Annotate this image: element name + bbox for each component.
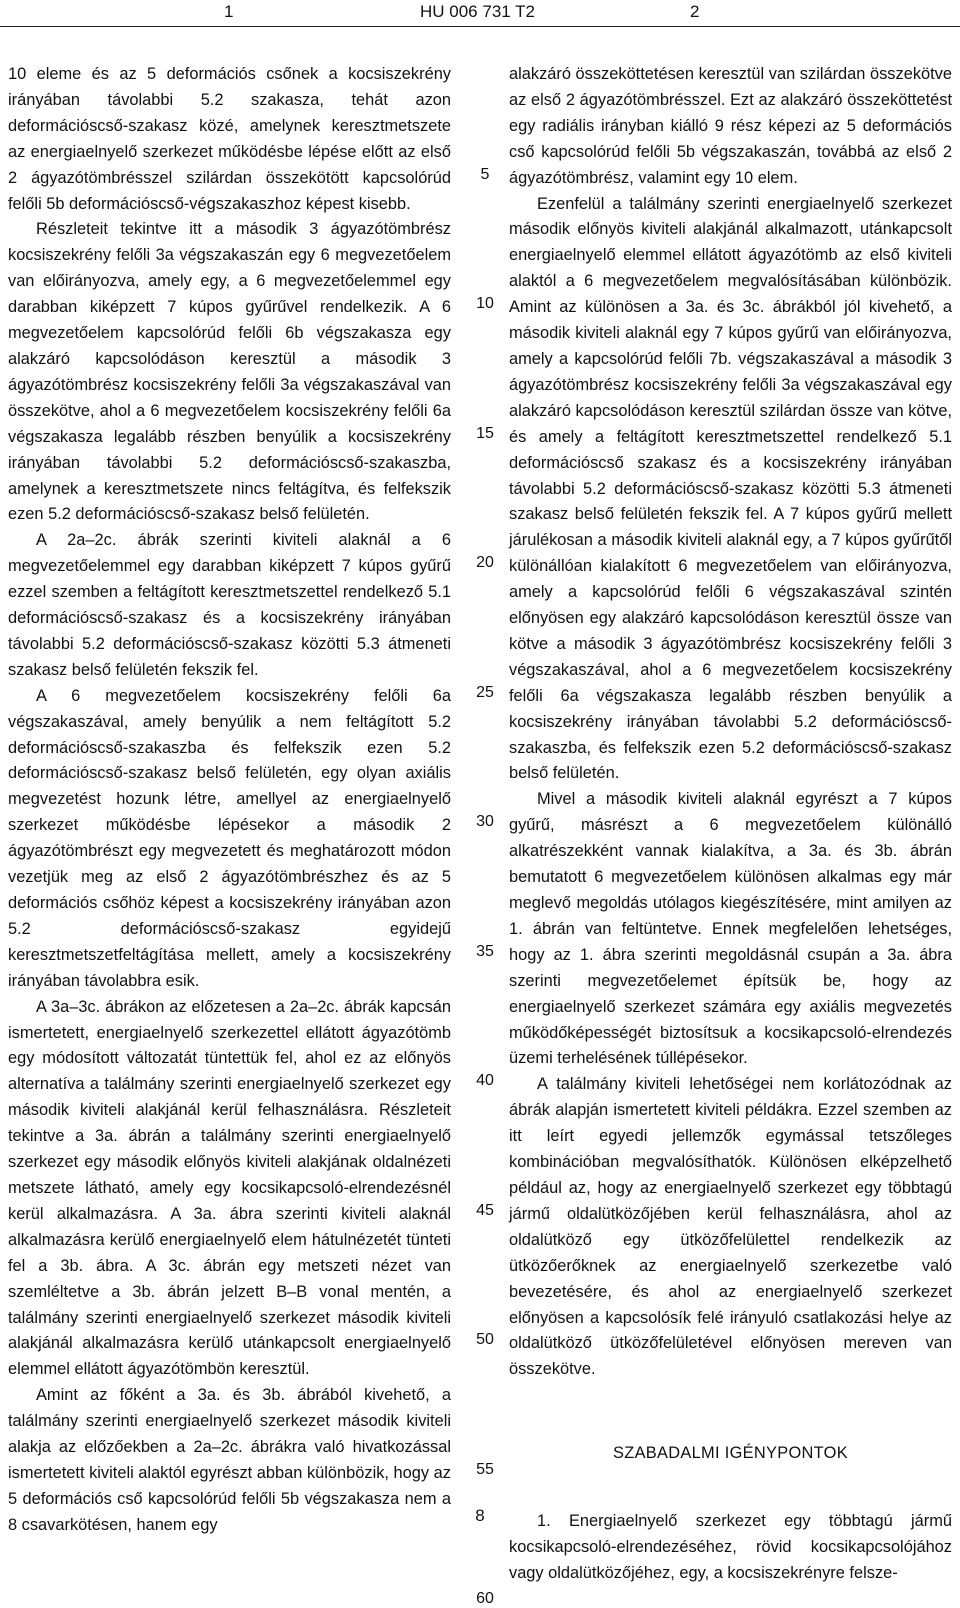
paragraph: alakzáró összeköttetésen keresztül van szilárdan összekötve az első 2 ágyazótömbrésszel. Ezt az alakzáró összeköttetést egy radiális irányban kiálló 9 rész képezi az 5 deformációs cső kapcsolórúd felőli 5b végszakaszán, továbbá az első 2 ágyazótömbrész, valamint egy 10 elem. xyxy=(509,65,952,187)
line-number: 45 xyxy=(476,1201,494,1219)
header-right-page-number: 2 xyxy=(690,2,700,21)
right-column xyxy=(509,62,952,1587)
line-number: 10 xyxy=(476,295,494,313)
left-column xyxy=(8,62,451,1539)
paragraph: 1. Energiaelnyelő szerkezet egy többtagú jármű kocsikapcsoló-elrendezéséhez, rövid kocsikapcsolójához vagy oldalütközőjéhez, egy, a kocsiszekrényre felsze- xyxy=(509,1512,952,1582)
line-number: 30 xyxy=(476,813,494,831)
paragraph: Amint az főként a 3a. és 3b. ábrából kivehető, a találmány szerinti energiaelnyelő szerkezet második kiviteli alakja az előzőekben a 2a–2c. ábrákra való hivatkozással ismertetett kiviteli alaktól egyrészt abban különbözik, hogy az 5 deformációs cső kapcsolórúd felőli 5b végszakasza nem a 8 csavarkötésen, hanem egy xyxy=(8,1386,451,1534)
line-number: 60 xyxy=(476,1590,494,1608)
line-number: 5 xyxy=(480,165,490,183)
paragraph: A találmány kiviteli lehetőségei nem korlátozódnak az ábrák alapján ismertetett kiviteli példákra. Ezzel szemben az itt leírt egyedi jellemzők egymással tetszőleges kombinációban megvalósíthatók. Különösen elképzelhető például az, hogy az energiaelnyelő szerkezet egy többtagú jármű oldalütközőjében kerül felhasználásra, ahol az oldalütköző egy ütközőfelülettel rendelkezik az ütközőerőknek az energiaelnyelő szerkezetbe való bevezetésére, és ahol az energiaelnyelő szerkezet előnyösen a kapcsolósík felé irányuló csatlakozási helye az oldalütköző ütközőfelületével előnyösen mereven van összekötve. xyxy=(509,1075,952,1379)
page-number: 8 xyxy=(475,1506,485,1525)
paragraph: Részleteit tekintve itt a második 3 ágyazótömbrész kocsiszekrény felőli 3a végszakaszán egy 6 megvezetőelem van előirányozva, amely egy, a 6 megvezetőelemmel egy darabban kiképzett 7 kúpos gyűrűvel rendelkezik. A 6 megvezetőelem kapcsolórúd felőli 6b végszakasza egy alakzáró kapcsolódáson keresztül a második 3 ágyazótömbrész kocsiszekrény felőli 3a végszakaszával van összekötve, ahol a 6 megvezetőelem kocsiszekrény felőli 6a végszakasza legalább részben benyúlik a kocsiszekrény irányában távolabbi 5.2 deformációscső-szakaszba, amelynek a keresztmetszete nincs feltágítva, és felfekszik ezen 5.2 deformációscső-szakasz belső felületén. xyxy=(8,220,451,524)
paragraph: Mivel a második kiviteli alaknál egyrészt a 7 kúpos gyűrű, másrészt a 6 megvezetőelem különálló alkatrészekként vannak kialakítva, a 3a. és 3b. ábrán bemutatott 6 megvezetőelem különösen alkalmas egy már meglevő megoldás utólagos kiegészítésére, mint amilyen az 1. ábrán van feltüntetve. Ennek megfelelően lehetséges, hogy az 1. ábra szerinti megoldásnál csupán a 3a. ábra szerinti megvezetőelemet építsük be, hogy az energiaelnyelő szerkezet számára egy axiális megvezetés működőképességét biztosítsuk a kocsikapcsoló-elrendezés üzemi terhelésének túllépésekor. xyxy=(509,790,952,1068)
paragraph: A 6 megvezetőelem kocsiszekrény felőli 6a végszakaszával, amely benyúlik a nem feltágított 5.2 deformációscső-szakaszba és felfekszik ezen 5.2 deformációscső-szakasz belső felületén, egy olyan axiális megvezetést hozunk létre, amellyel az energiaelnyelő szerkezet működésbe lépésekor a második 2 ágyazótömbrészt egy megvezetett és meghatározott módon vezetjük meg az első 2 ágyazótömbrészhez és az 5 deformációs csőhöz képest a kocsiszekrény irányában azon 5.2 deformációscső-szakasz egyidejű keresztmetszetfeltágítása mellett, amely a kocsiszekrény irányában távolabbra esik. xyxy=(8,686,451,990)
line-number: 50 xyxy=(476,1331,494,1349)
paragraph: Ezenfelül a találmány szerinti energiaelnyelő szerkezet második előnyös kiviteli alakjánál alkalmazott, utánkapcsolt energiaelnyelő elemmel ellátott ágyazótömb az első kiviteli alaktól a 6 megvezetőelem megvalósításában különbözik. Amint az különösen a 3a. és 3c. ábrákból jól kivehető, a második kiviteli alaknál egy 7 kúpos gyűrű van előirányozva, amely a kapcsolórúd felőli 7b. végszakaszával a második 3 ágyazótömbrész kocsiszekrény felőli 3a végszakaszával egy alakzáró kapcsolódáson keresztül szilárdan össze van kötve, és amely a feltágított keresztmetszettel rendelkező 5.1 deformációscső szakasz és a kocsiszekrény irányában távolabbi 5.2 deformációscső-szakasz közötti 5.3 átmeneti szakasz belső felületén fekszik fel. A 7 kúpos gyűrű mellett járulékosan a második kiviteli alaknál egy, a 7 kúpos gyűrűtől különállóan kialakított 6 megvezetőelem van előirányozva, amely a kapcsolórúd felőli 6 végszakaszával szintén előnyösen egy alakzáró kapcsolódáson keresztül össze van kötve a második 3 ágyazótömbrész kocsiszekrény felőli 3 végszakaszával, ahol a 6 megvezetőelem kocsiszekrény felőli 6a végszakasza legalább részben benyúlik a kocsiszekrény irányában távolabbi 5.2 deformációscső-szakaszba, és felfekszik ezen 5.2 deformációscső-szakasz belső felületén. xyxy=(509,194,952,783)
paragraph: A 2a–2c. ábrák szerinti kiviteli alaknál a 6 megvezetőelemmel egy darabban kiképzett 7 kúpos gyűrű ezzel szemben a feltágított keresztmetszettel rendelkező 5.1 deformációscső-szakasz és a kocsiszekrény irányában távolabbi 5.2 deformációscső-szakasz közötti 5.3 átmeneti szakasz belső felületén fekszik fel. xyxy=(8,531,451,679)
line-number: 55 xyxy=(476,1460,494,1478)
header-rule xyxy=(0,26,960,27)
header-doc-number: HU 006 731 T2 xyxy=(420,2,535,21)
line-number: 40 xyxy=(476,1072,494,1090)
line-number: 35 xyxy=(476,942,494,960)
claims-heading: SZABADALMI IGÉNYPONTOK xyxy=(613,1444,848,1463)
paragraph: 10 eleme és az 5 deformációs csőnek a kocsiszekrény irányában távolabbi 5.2 szakasza, tehát azon deformációscső-szakasz közé, amelynek keresztmetszete az energiaelnyelő szerkezet működésbe lépése előtt az első 2 ágyazótömbrésszel szilárdan összekötött kapcsolórúd felőli 5b deformációscső-végszakaszhoz képest kisebb. xyxy=(8,65,451,213)
line-number: 25 xyxy=(476,683,494,701)
paragraph: A 3a–3c. ábrákon az előzetesen a 2a–2c. ábrák kapcsán ismertetett, energiaelnyelő szerkezettel ellátott ágyazótömb egy módosított változatát tüntettük fel, ahol ez az előnyös alternatíva a találmány szerinti energiaelnyelő szerkezet egy második kiviteli alakjánál kerül felhasználásra. Részleteit tekintve a 3a. ábrán a találmány szerinti energiaelnyelő szerkezet egy második előnyös kiviteli alakjának oldalnézeti metszete látható, amely egy kocsikapcsoló-elrendezésnél kerül alkalmazásra. A 3a. ábra szerinti kiviteli alaknál alkalmazásra kerülő energiaelnyelő elem hátulnézetét tünteti fel a 3b. ábra. A 3c. ábrán egy metszeti nézet van szemléltetve a 3b. ábrán jelzett B–B vonal mentén, a találmány szerinti energiaelnyelő szerkezet második kiviteli alakjánál alkalmazásra kerülő utánkapcsolt energiaelnyelő elemmel ellátott ágyazótömbön keresztül. xyxy=(8,997,451,1379)
line-number: 20 xyxy=(476,554,494,572)
line-number: 15 xyxy=(476,424,494,442)
header-left-page-number: 1 xyxy=(224,2,234,21)
